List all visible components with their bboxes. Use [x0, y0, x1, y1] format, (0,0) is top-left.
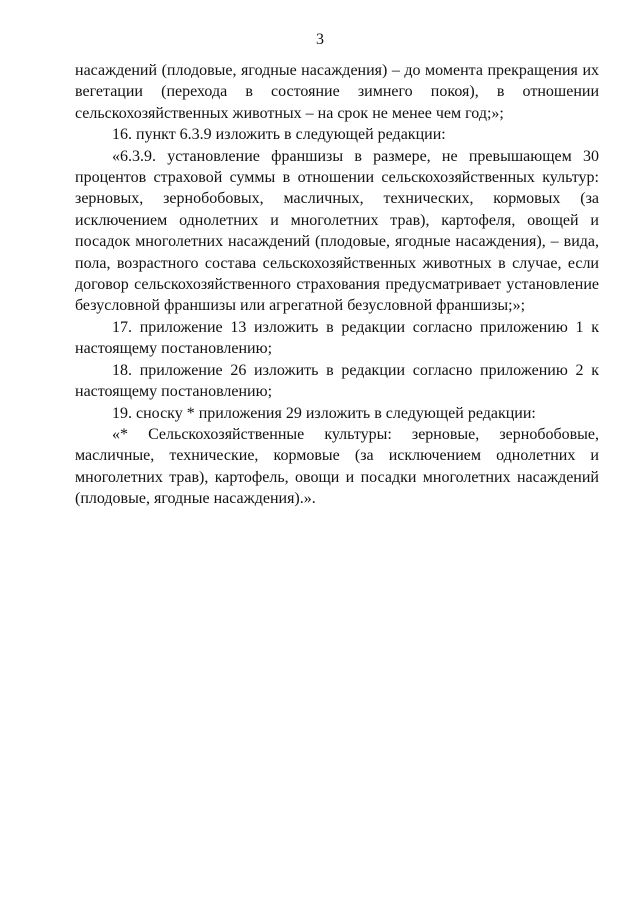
page-number: 3: [316, 31, 324, 48]
paragraph: 19. сноску * приложения 29 изложить в следующей редакции:: [112, 404, 536, 422]
paragraph: «* Сельскохозяйственные культуры: зерновые, зернобобовые, масличные, технические, кормовые (за исключением однолетних и многолетних трав), картофель, овощи и посадки многолетних насаждений (плодовые, ягодные насаждения).».: [75, 425, 599, 508]
paragraph: 18. приложение 26 изложить в редакции согласно приложению 2 к настоящему постановлению;: [75, 361, 599, 401]
paragraph: «6.3.9. установление франшизы в размере, не превышающем 30 процентов страховой суммы в отношении сельскохозяйственных культур: зерновых, зернобобовых, масличных, технических, кормовых (за исключением однолетних и многолетних трав), картофеля, овощей и посадок многолетних насаждений (плодовые, ягодные насаждения), – вида, пола, возрастного состава сельскохозяйственных животных в случае, если договор сельскохозяйственного страхования предусматривает установление безусловной франшизы или агрегатной безусловной франшизы;»;: [75, 147, 599, 315]
paragraph: 17. приложение 13 изложить в редакции согласно приложению 1 к настоящему постановлению;: [75, 318, 599, 358]
paragraph: 16. пункт 6.3.9 изложить в следующей редакции:: [112, 126, 446, 144]
paragraph: насаждений (плодовые, ягодные насаждения) – до момента прекращения их вегетации (перехода в состояние зимнего покоя), в отношении сельскохозяйственных животных – на срок не менее чем год;»;: [75, 62, 599, 122]
document-body: [75, 60, 599, 510]
